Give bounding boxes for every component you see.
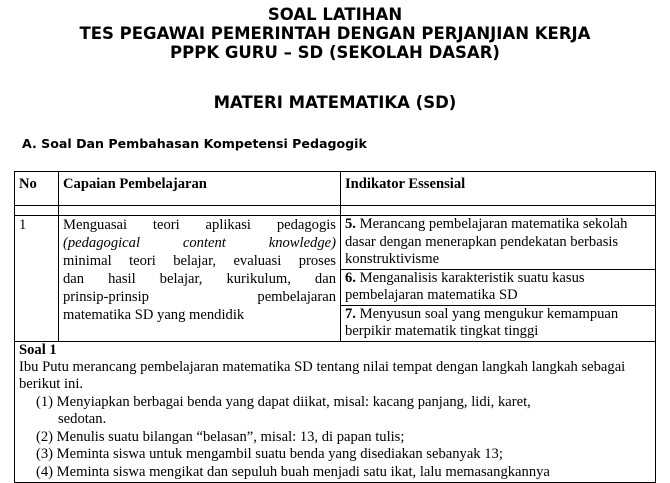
soal-heading: Soal 1 bbox=[19, 341, 57, 358]
indicator-list bbox=[341, 216, 656, 342]
list-item: (1) Menyiapkan berbagai benda yang dapat diikat, misal: kacang panjang, lidi, karet, sedotan. bbox=[36, 393, 531, 427]
doc-title-line3: PPPK GURU – SD (SEKOLAH DASAR) bbox=[170, 43, 500, 62]
doc-title-line1: SOAL LATIHAN bbox=[267, 5, 403, 24]
table-header-row bbox=[15, 172, 656, 206]
list-item: (2) Menulis suatu bilangan “belasan”, misal: 13, di papan tulis; bbox=[36, 428, 405, 445]
indicator-item: 6. Menganalisis karakteristik suatu kasus pembelajaran matematika SD bbox=[341, 270, 655, 306]
competency-table bbox=[14, 171, 656, 483]
list-item: (4) Meminta siswa mengikat dan sepuluh buah menjadi satu ikat, lalu memasangkannya bbox=[36, 463, 550, 480]
table-spacer-row bbox=[15, 206, 656, 216]
col-header-capaian: Capaian Pembelajaran bbox=[59, 172, 341, 206]
soal-intro: Ibu Putu merancang pembelajaran matematika SD tentang nilai tempat dengan langkah langkah sebagai berikut ini. bbox=[19, 358, 626, 392]
row-number: 1 bbox=[15, 216, 59, 342]
soal-row bbox=[15, 341, 656, 482]
cp-line: (pedagogical content knowledge) bbox=[63, 235, 336, 251]
cp-line: Menguasai teori aplikasi pedagogis bbox=[63, 217, 336, 233]
doc-title-line2: TES PEGAWAI PEMERINTAH DENGAN PERJANJIAN KERJA bbox=[79, 24, 591, 43]
cp-line: dan hasil belajar, kurikulum, dan bbox=[63, 271, 336, 287]
col-header-no: No bbox=[15, 172, 59, 206]
soal-cell bbox=[15, 341, 656, 482]
col-header-indikator: Indikator Essensial bbox=[341, 172, 656, 206]
list-item: (3) Meminta siswa untuk mengambil suatu benda yang disediakan sebanyak 13; bbox=[36, 446, 503, 462]
cp-line: prinsip-prinsip pembelajaran bbox=[63, 289, 336, 305]
cp-line: minimal teori belajar, evaluasi proses bbox=[63, 253, 336, 269]
table-row bbox=[15, 216, 656, 342]
section-heading: A. Soal Dan Pembahasan Kompetensi Pedagogik bbox=[22, 136, 367, 151]
indicator-item: 7. Menyusun soal yang mengukur kemampuan berpikir matematik tingkat tinggi bbox=[345, 305, 619, 339]
indicator-item: 5. Merancang pembelajaran matematika sekolah dasar dengan menerapkan pendekatan berbasis konstruktivisme bbox=[341, 216, 655, 270]
soal-steps bbox=[19, 394, 651, 482]
cp-line: matematika SD yang mendidik bbox=[63, 307, 245, 323]
subject-heading: MATERI MATEMATIKA (SD) bbox=[213, 93, 457, 112]
capaian-description bbox=[59, 216, 341, 342]
